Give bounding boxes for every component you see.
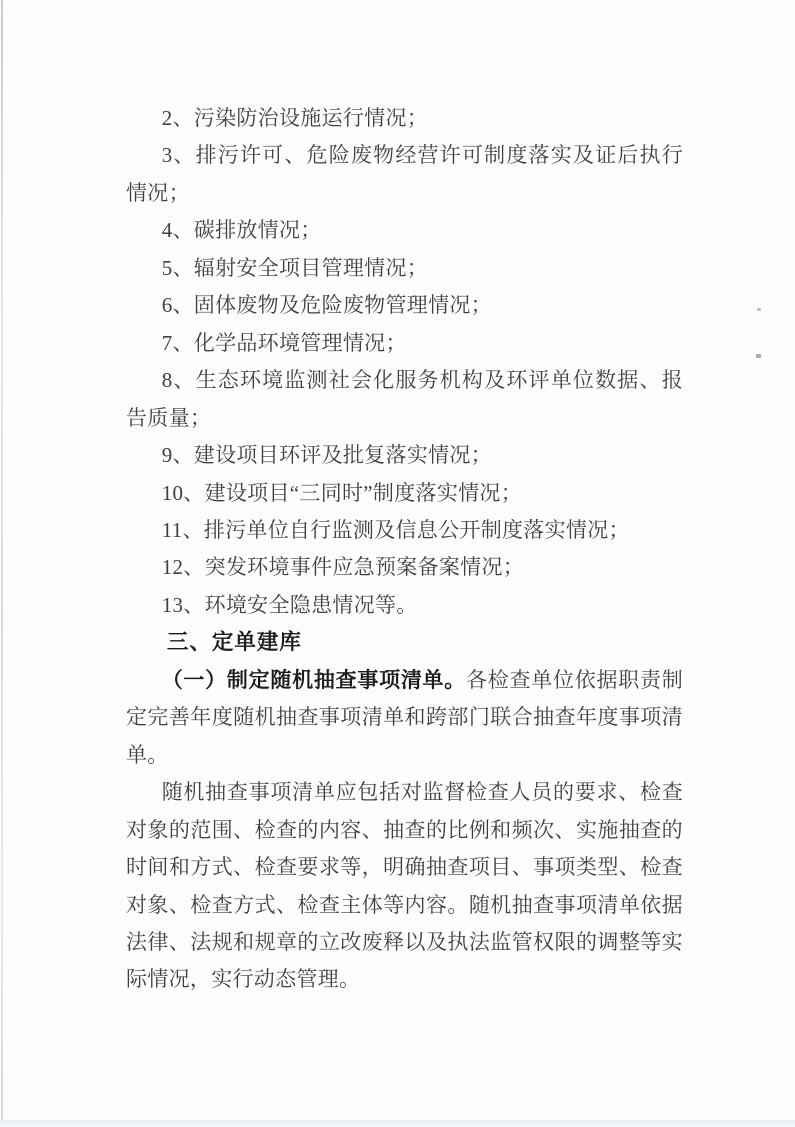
check-item-3: 3、排污许可、危险废物经营许可制度落实及证后执行情况； [126, 143, 683, 205]
scan-artifact-speck [756, 354, 761, 358]
check-item-4: 4、碳排放情况； [161, 218, 322, 243]
subsection-paragraph [126, 662, 683, 774]
check-item-12: 12、突发环境事件应急预案备案情况； [161, 555, 525, 580]
check-item-7: 7、化学品环境管理情况； [161, 330, 407, 355]
scan-artifact-speck [757, 308, 761, 311]
subsection-text: 各检查单位依据职责制定完善年度随机抽查事项清单和跨部门联合抽查年度事项清单。 [126, 667, 684, 767]
check-item-11: 11、排污单位自行监测及信息公开制度落实情况； [161, 517, 630, 542]
closing-paragraph: 随机抽查事项清单应包括对监督检查人员的要求、检查对象的范围、检查的内容、抽查的比例和频次、实施抽查的时间和方式、检查要求等，明确抽查项目、事项类型、检查对象、检查方式、检查主体等内容。随机抽查事项清单依据法律、法规和规章的立改废释以及执法监管权限的调整等实际情况，实行动态管理。 [126, 780, 683, 992]
check-item-5: 5、辐射安全项目管理情况； [161, 255, 429, 280]
check-item-6: 6、固体废物及危险废物管理情况； [161, 293, 492, 318]
section-heading-ding-dan-jian-ku: 三、定单建库 [166, 630, 302, 655]
check-item-9: 9、建设项目环评及批复落实情况； [161, 443, 492, 468]
check-item-8: 8、生态环境监测社会化服务机构及环评单位数据、报告质量； [126, 368, 683, 430]
document-body [126, 100, 683, 999]
scan-edge-bottom [0, 1120, 795, 1127]
check-item-13: 13、环境安全隐患情况等。 [161, 592, 418, 617]
check-item-10: 10、建设项目“三同时”制度落实情况； [161, 480, 523, 505]
scan-edge-left [1, 0, 3, 1127]
check-item-2: 2、污染防治设施运行情况； [161, 106, 429, 130]
subsection-bold-lead: （一）制定随机抽查事项清单。 [161, 668, 467, 692]
